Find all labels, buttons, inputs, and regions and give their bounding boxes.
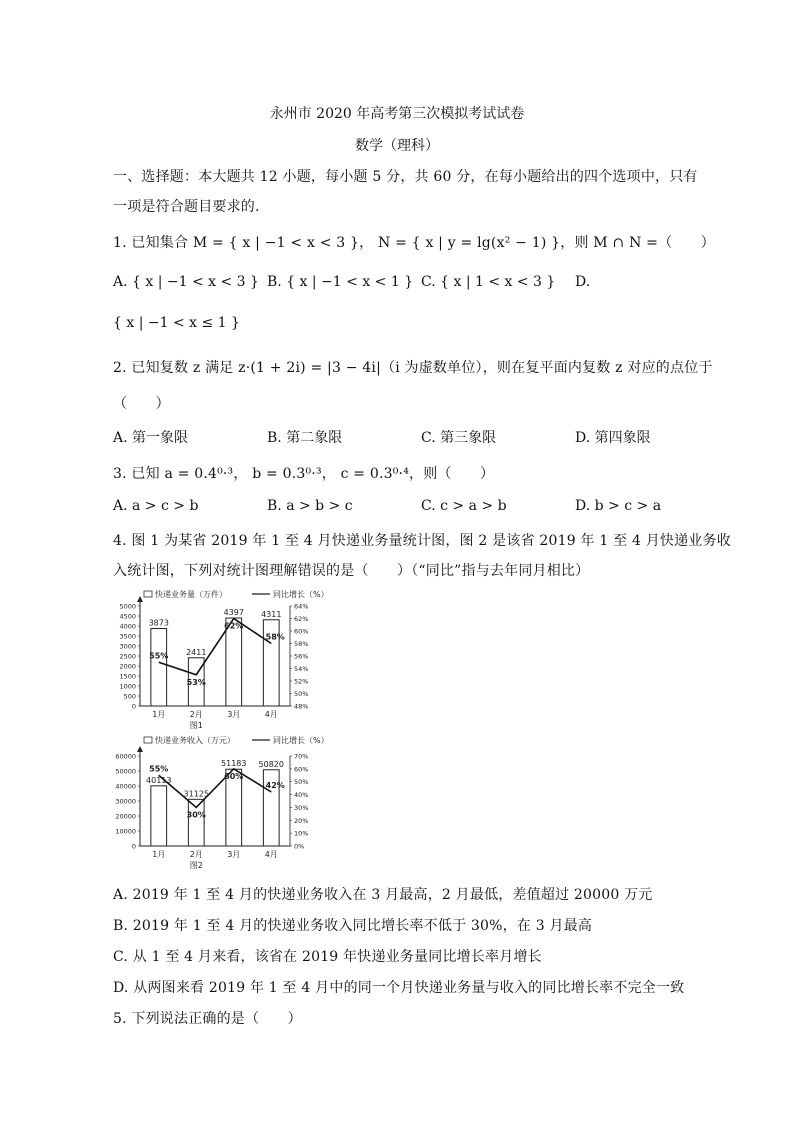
bar-value-label: 4397 [223,608,244,618]
growth-rate-label: 62% [224,621,244,631]
y-right-tick-label: 0% [294,842,305,851]
page-title: 永州市 2020 年高考第三次模拟考试试卷 [269,106,525,122]
bar-value-label: 3873 [148,618,169,628]
y-right-tick-label: 60% [294,627,309,636]
bar-value-label: 40113 [146,775,172,785]
growth-rate-label: 60% [224,771,244,781]
chart-figure-2 [110,734,330,874]
figure-caption: 图1 [189,721,203,730]
growth-rate-label: 58% [265,632,285,642]
y-left-tick-label: 4000 [119,622,136,631]
q1-stem: 1. 已知集合 M = { x | −1 < x < 3 }， N = { x | y = lg(x² − 1) }，则 M ∩ N =（ ） [113,235,715,251]
y-left-tick-label: 500 [123,692,136,701]
x-tick-label: 4月 [264,710,278,719]
y-right-tick-label: 52% [294,677,309,686]
x-tick-label: 2月 [189,850,203,859]
y-left-tick-label: 50000 [115,767,136,776]
section-instructions-line2: 一项是符合题目要求的. [113,199,260,215]
y-axis-left-arrow [137,596,143,602]
y-left-tick-label: 3500 [119,632,136,641]
bar-value-label: 31125 [183,789,209,799]
chart-figure-1 [110,588,330,736]
y-axis-left-arrow [137,746,143,752]
growth-rate-label: 55% [149,764,169,774]
growth-line [159,619,272,675]
figure-caption: 图2 [189,861,203,870]
growth-rate-label: 30% [186,810,206,820]
q3-option-c: C. c > a > b [421,498,507,514]
x-tick-label: 4月 [264,850,278,859]
y-right-tick-label: 48% [294,702,309,711]
q4-stem-line2: 入统计图，下列对统计图理解错误的是（ ）（“同比”指与去年同月相比） [113,563,590,579]
legend-bar-swatch [144,591,152,597]
y-right-tick-label: 50% [294,690,309,698]
bar [151,629,167,706]
y-left-tick-label: 4500 [119,612,136,621]
legend-bar-label: 快递业务量（万件） [155,590,227,599]
q2-paren: （ ） [113,396,170,412]
bar-value-label: 4311 [261,609,282,619]
y-left-tick-label: 1000 [119,682,136,691]
y-left-tick-label: 0 [131,702,136,711]
growth-rate-label: 55% [149,651,169,661]
y-right-tick-label: 58% [294,640,309,648]
growth-line [159,769,272,808]
y-left-tick-label: 10000 [115,827,136,836]
x-tick-label: 2月 [189,710,203,719]
y-right-tick-label: 54% [294,665,309,673]
q1-option-d-label: D. [575,274,591,290]
bar-value-label: 50820 [258,759,284,769]
y-right-tick-label: 40% [294,791,309,800]
y-left-tick-label: 2000 [119,662,136,671]
bar-value-label: 2411 [186,647,207,657]
y-right-tick-label: 50% [294,778,309,787]
q2-option-b: B. 第二象限 [267,430,343,446]
y-right-tick-label: 62% [294,615,309,623]
q4-option-c: C. 从 1 至 4 月来看，该省在 2019 年快递业务量同比增长率月增长 [113,949,542,965]
q1-option-c: C. { x | 1 < x < 3 } [421,274,556,290]
q1-option-a: A. { x | −1 < x < 3 } [113,274,259,290]
bar [226,618,242,706]
x-tick-label: 3月 [227,850,241,859]
q2-option-c: C. 第三象限 [421,430,497,446]
x-tick-label: 3月 [227,710,241,719]
bar-value-label: 51183 [221,759,247,769]
x-tick-label: 1月 [152,710,166,719]
y-left-tick-label: 40000 [115,782,136,791]
growth-rate-label: 53% [186,677,206,687]
q2-stem: 2. 已知复数 z 满足 z·(1 + 2i) = |3 − 4i|（i 为虚数单位），则在复平面内复数 z 对应的点位于 [113,360,713,376]
q3-option-d: D. b > c > a [575,498,662,514]
growth-rate-label: 42% [265,781,285,790]
y-right-tick-label: 70% [294,752,309,761]
q2-option-d: D. 第四象限 [575,430,651,446]
y-left-tick-label: 0 [131,842,136,851]
y-right-tick-label: 30% [294,803,309,812]
q4-option-d: D. 从两图来看 2019 年 1 至 4 月中的同一个月快递业务量与收入的同比增长率不完全一致 [113,980,685,996]
y-left-tick-label: 30000 [115,797,136,806]
y-left-tick-label: 5000 [119,602,136,611]
q4-option-a: A. 2019 年 1 至 4 月的快递业务收入在 3 月最高，2 月最低，差值超过 20000 万元 [113,887,653,903]
y-left-tick-label: 1500 [119,672,136,681]
y-left-tick-label: 3000 [119,642,136,651]
section-instructions-line1: 一、选择题：本大题共 12 小题，每小题 5 分，共 60 分，在每小题给出的四个选项中，只有 [113,169,698,185]
y-right-tick-label: 56% [294,652,309,661]
q5-stem: 5. 下列说法正确的是（ ） [113,1011,302,1027]
legend-line-label: 同比增长（%） [273,590,329,599]
q1-option-d: { x | −1 < x ≤ 1 } [113,315,240,331]
y-right-tick-label: 10% [294,829,309,838]
q3-option-b: B. a > b > c [267,498,353,514]
legend-bar-swatch [144,737,152,743]
q3-option-a: A. a > c > b [113,498,199,514]
y-left-tick-label: 2500 [119,652,136,661]
legend-bar-label: 快递业务收入（万元） [155,736,235,745]
y-right-tick-label: 64% [294,602,309,611]
q4-option-b: B. 2019 年 1 至 4 月的快递业务收入同比增长率不低于 30%，在 3 月最高 [113,918,593,934]
y-right-tick-label: 20% [294,816,309,825]
x-tick-label: 1月 [152,850,166,859]
legend-line-label: 同比增长（%） [273,736,329,745]
q1-option-b: B. { x | −1 < x < 1 } [267,274,414,290]
q4-stem-line1: 4. 图 1 为某省 2019 年 1 至 4 月快递业务量统计图，图 2 是该省 2019 年 1 至 4 月快递业务收 [113,533,731,549]
y-left-tick-label: 60000 [115,752,136,761]
y-right-tick-label: 60% [294,765,309,774]
y-left-tick-label: 20000 [115,812,136,821]
q2-option-a: A. 第一象限 [113,430,189,446]
q3-stem: 3. 已知 a = 0.4⁰·³， b = 0.3⁰·³， c = 0.3⁰·⁴，则（ ） [113,466,495,482]
bar [151,786,167,846]
page-subtitle: 数学（理科） [355,138,439,154]
